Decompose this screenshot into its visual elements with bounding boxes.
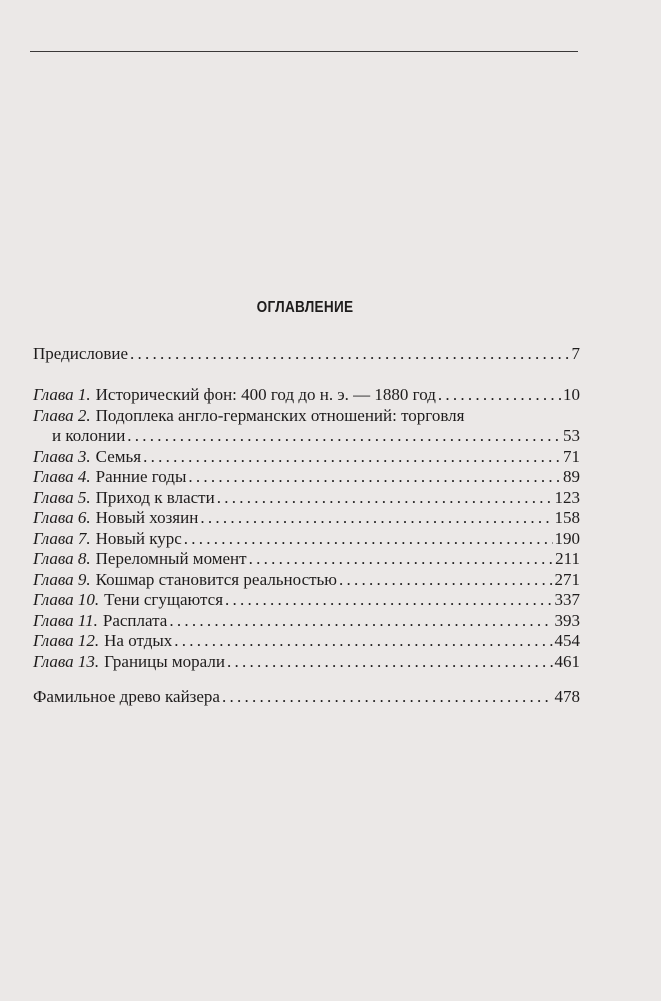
- entry-page: 211: [555, 549, 580, 568]
- entry-title: Кошмар становится реальностью: [95, 569, 338, 589]
- entry-page: 123: [554, 487, 580, 507]
- entry-title: Новый хозяин: [95, 508, 199, 527]
- entry-title-continued: и колонии: [52, 426, 126, 445]
- entry-title: Приход к власти: [95, 487, 215, 507]
- chapter-label: Глава 6.: [33, 508, 91, 527]
- entry-page: 337: [554, 590, 580, 609]
- entry-title: Расплата: [102, 610, 168, 630]
- chapter-label: Глава 8.: [33, 549, 91, 568]
- dot-leader: [127, 425, 561, 446]
- entry-page: 53: [563, 426, 580, 445]
- dot-leader: [130, 343, 569, 364]
- dot-leader: [339, 569, 552, 590]
- chapter-label: Глава 13.: [33, 651, 100, 671]
- entry-title: На отдых: [104, 631, 173, 650]
- dot-leader: [225, 589, 552, 610]
- chapter-label: Глава 4.: [33, 467, 91, 486]
- dot-leader: [249, 548, 554, 569]
- dot-leader: [222, 686, 553, 707]
- dot-leader: [169, 610, 552, 631]
- entry-page: 271: [554, 569, 580, 589]
- dot-leader: [227, 651, 553, 672]
- dot-leader: [438, 384, 561, 405]
- chapter-label: Глава 1.: [33, 385, 91, 404]
- dot-leader: [174, 630, 552, 651]
- toc-entry-chapter-12: [33, 630, 580, 651]
- dot-leader: [200, 507, 552, 528]
- dot-leader: [217, 487, 553, 508]
- entry-page: 478: [554, 687, 580, 706]
- chapter-label: Глава 10.: [33, 590, 100, 609]
- header-rule: [30, 51, 578, 52]
- entry-title: Исторический фон: 400 год до н. э. — 1880 год: [95, 385, 436, 404]
- entry-title: Переломный момент: [95, 549, 247, 568]
- chapter-label: Глава 3.: [33, 446, 91, 466]
- dot-leader: [188, 466, 561, 487]
- entry-page: 89: [563, 467, 580, 486]
- toc-entry-chapter-6: [33, 507, 580, 528]
- toc-entry-chapter-8: [33, 548, 580, 569]
- toc-entry-chapter-10: [33, 589, 580, 610]
- entry-title: Ранние годы: [95, 467, 187, 486]
- toc-entry-family-tree: [33, 686, 580, 707]
- toc-entry-chapter-2: [52, 425, 580, 446]
- toc-entry-chapter-5: [33, 487, 580, 508]
- toc-entry-chapter-2: [33, 405, 580, 426]
- entry-title: Новый курс: [95, 528, 182, 548]
- toc-entry-chapter-7: [33, 528, 580, 549]
- entry-title: Границы морали: [104, 651, 225, 671]
- page-title: ОГЛАВЛЕНИЕ: [256, 299, 354, 316]
- entry-title: Подоплека англо-германских отношений: торговля: [95, 405, 465, 425]
- entry-title: Фамильное древо кайзера: [33, 687, 220, 706]
- entry-page: 190: [554, 528, 580, 548]
- entry-page: 461: [554, 651, 580, 671]
- chapter-label: Глава 11.: [33, 610, 98, 630]
- chapter-label: Глава 5.: [33, 487, 91, 507]
- toc-entry-chapter-4: [33, 466, 580, 487]
- entry-title: Семья: [95, 446, 142, 466]
- dot-leader: [143, 446, 561, 467]
- toc-entry-chapter-11: [33, 610, 580, 631]
- entry-page: 71: [563, 446, 580, 466]
- toc-entry-chapter-3: [33, 446, 580, 467]
- entry-page: 393: [554, 610, 580, 630]
- dot-leader: [184, 528, 553, 549]
- entry-page: 10: [563, 385, 580, 404]
- entry-title: Тени сгущаются: [104, 590, 224, 609]
- chapter-label: Глава 12.: [33, 631, 100, 650]
- entry-page: 454: [554, 631, 580, 650]
- toc-entry-preface: [33, 343, 580, 364]
- chapter-label: Глава 2.: [33, 405, 91, 425]
- entry-page: 7: [571, 344, 580, 363]
- entry-title: Предисловие: [33, 344, 129, 363]
- toc-entry-chapter-9: [33, 569, 580, 590]
- toc-entry-chapter-1: [33, 384, 580, 405]
- entry-page: 158: [554, 508, 580, 527]
- chapter-label: Глава 7.: [33, 528, 91, 548]
- toc-entry-chapter-13: [33, 651, 580, 672]
- chapter-label: Глава 9.: [33, 569, 91, 589]
